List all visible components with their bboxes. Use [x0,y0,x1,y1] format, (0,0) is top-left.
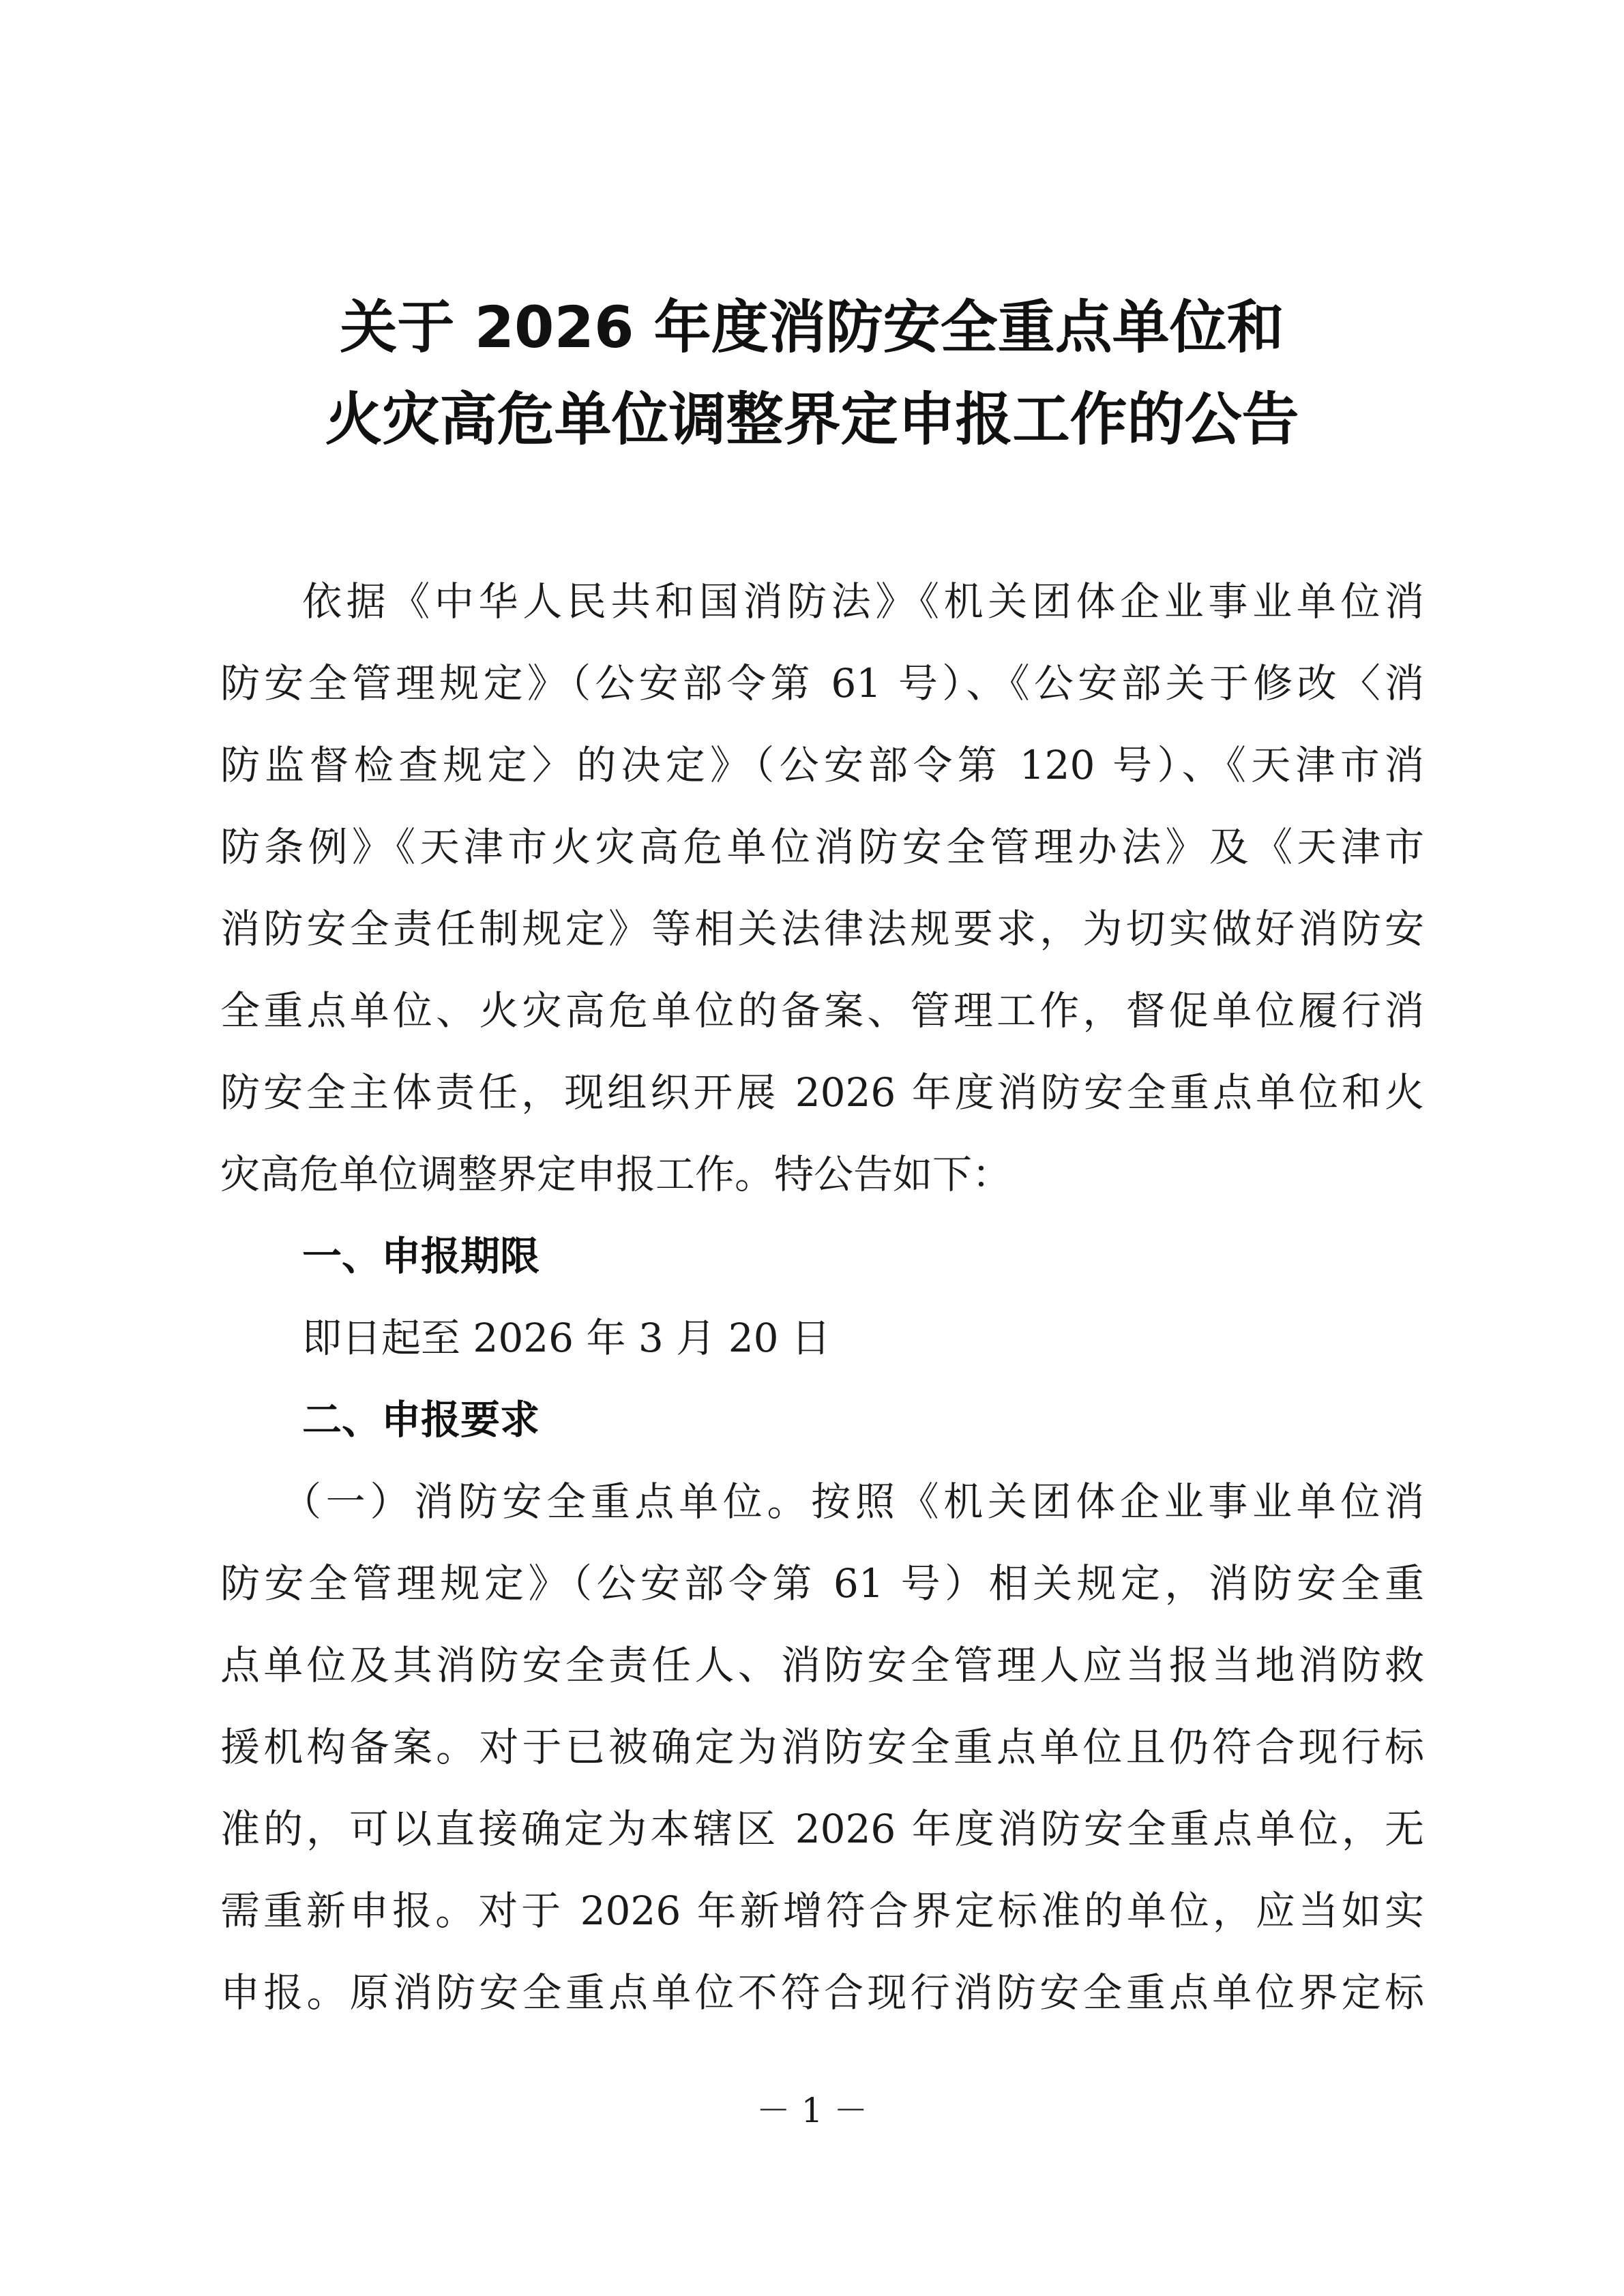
requirements-paragraph-line: （一）消防安全重点单位。按照《机关团体企业事业单位消 [282,1478,1424,1525]
intro-paragraph-line: 依据《中华人民共和国消防法》《机关团体企业事业单位消 [302,578,1424,625]
page-number: － 1 － [756,2091,868,2130]
intro-paragraph-line: 防安全主体责任，现组织开展 2026 年度消防安全重点单位和火 [220,1069,1424,1116]
requirements-paragraph-line: 准的，可以直接确定为本辖区 2026 年度消防安全重点单位，无 [220,1806,1424,1852]
section-heading-deadline: 一、申报期限 [302,1233,540,1279]
intro-paragraph-line: 消防安全责任制规定》等相关法律法规要求，为切实做好消防安 [220,906,1424,952]
section-heading-requirements: 二、申报要求 [302,1397,540,1443]
intro-paragraph-line: 灾高危单位调整界定申报工作。特公告如下： [220,1151,1012,1197]
requirements-paragraph-line: 申报。原消防安全重点单位不符合现行消防安全重点单位界定标 [220,1969,1424,2016]
document-title-line-1: 关于 2026 年度消防安全重点单位和 [340,294,1284,361]
requirements-paragraph-line: 防安全管理规定》（公安部令第 61 号）相关规定，消防安全重 [220,1560,1424,1607]
intro-paragraph-line: 防条例》《天津市火灾高危单位消防安全管理办法》及《天津市 [220,824,1424,870]
intro-paragraph-line: 防监督检查规定〉的决定》（公安部令第 120 号）、《天津市消 [220,742,1424,788]
requirements-paragraph-line: 点单位及其消防安全责任人、消防安全管理人应当报当地消防救 [220,1642,1424,1688]
intro-paragraph-line: 防安全管理规定》（公安部令第 61 号）、《公安部关于修改〈消 [220,660,1424,706]
deadline-text: 即日起至 2026 年 3 月 20 日 [302,1315,831,1361]
intro-paragraph-line: 全重点单位、火灾高危单位的备案、管理工作，督促单位履行消 [220,987,1424,1034]
document-title-line-2: 火灾高危单位调整界定申报工作的公告 [325,386,1299,453]
requirements-paragraph-line: 需重新申报。对于 2026 年新增符合界定标准的单位，应当如实 [220,1888,1424,1934]
requirements-paragraph-line: 援机构备案。对于已被确定为消防安全重点单位且仍符合现行标 [220,1724,1424,1770]
